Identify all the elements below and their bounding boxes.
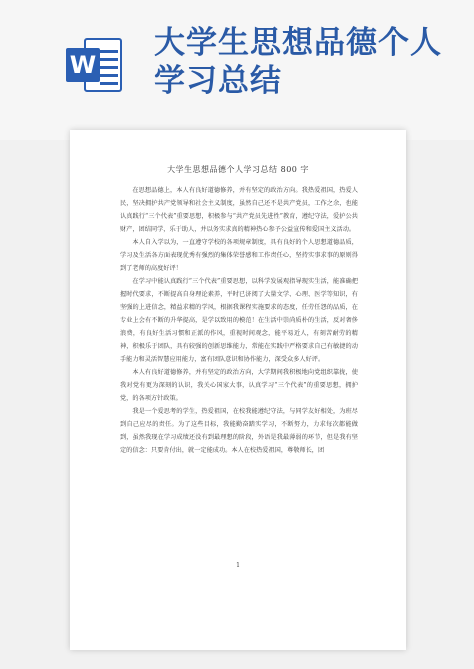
paragraph: 在学习中能认真践行“三个代表”重要思想，以科学发展观指导现实生活，能准确把握时代要求，不断提高自身理论素养，平时已济阅了大量文学、心理、医学等知识，有坚强的上进信念，精益求精的学风，根据我课程实施要求的态度，任劳任怨的品质，在专业上会有不断的升华提高，是学以致用的模范！在生活中崇尚质朴的生活，反对奢侈浪费，有良好生活习惯和正派的作风，重视时间观念，能平易近人，有刻苦耐劳的精神，积极乐于团队，具有较强的创新思维能力，常能在实践中严格要求自己有敏捷的动手能力和灵活智慧应用能力，富有团队意识和协作能力，深受众多人好评。 <box>120 278 358 363</box>
page-number: 1 <box>236 562 240 569</box>
banner-title: 大学生思想品德个人学习总结 <box>154 25 442 99</box>
word-document-icon <box>66 34 122 96</box>
document-title: 大学生思想品德个人学习总结 800 字 <box>167 165 309 174</box>
paragraph: 我是一个爱思考的学生，热爱祖国，在校我能遵纪守法，与同学友好相处，为班尽到自己应尽的责任。为了这些目标，我能勤奋踏实学习，不断努力，力求每次都能做到，虽然我现在学习成绩还没有到最理想的阶段，外语是我最薄弱的环节，但是我有坚定的信念：只要肯付出，就一定能成功。本人在校热爱祖国，尊敬师长，团 <box>120 408 358 454</box>
paragraph: 在思想品德上，本人有良好道德修养，并有坚定的政治方向。我热爱祖国，热爱人民，坚决拥护共产党领导和社会主义制度，虽然自己还不是共产党员，工作之余，也能认真践行“三个代表”重要思想，积极参与“共产党员先进性”教育，遵纪守法，爱护公共财产，团结同学，乐于助人，并以务实求真的精神热心参予公益宣传和爱国主义活动。 <box>120 187 358 233</box>
banner <box>0 0 474 140</box>
word-icon-line <box>100 74 118 77</box>
document-body <box>120 184 358 457</box>
word-icon-line <box>100 66 118 69</box>
paragraph: 本人自入学以为，一直遵守学校的各项规章制度，具有良好的个人思想道德品质，学习及生活各方面表现优秀有强烈的集体荣誉感和工作责任心，坚持实事求事的原则得到了老师的高度好评！ <box>120 239 358 272</box>
word-icon-line <box>100 82 118 85</box>
paragraph: 本人有良好道德修养，并有坚定的政治方向，大学期间我积极地向党组织靠拢，使我对党有更为深刻的认识，我关心国家大事，认真学习“三个代表”的重要思想，拥护党，的各项方针政策。 <box>120 369 358 402</box>
word-icon-line <box>100 58 118 61</box>
word-icon-badge: W <box>66 48 100 82</box>
word-icon-line <box>100 50 118 53</box>
document-page <box>70 130 406 650</box>
